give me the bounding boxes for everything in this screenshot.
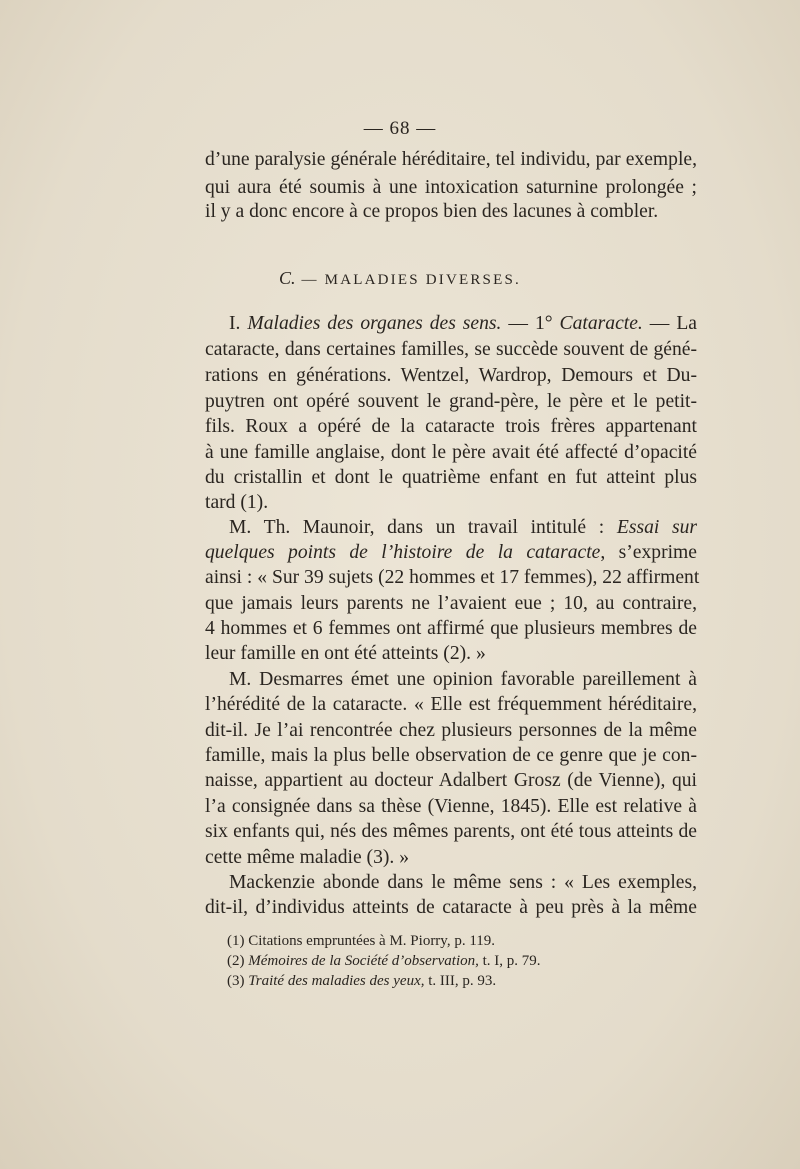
- subsection-title: Maladies des organes des sens.: [247, 313, 502, 334]
- item-number: I.: [229, 313, 241, 334]
- footnote: [227, 971, 697, 991]
- footnote: [227, 931, 697, 951]
- text-line: famille, mais la plus belle observation de ce genre que je con-: [205, 745, 697, 766]
- text-line: l’hérédité de la cataracte. « Elle est fréquemment héréditaire,: [205, 694, 697, 715]
- footnote-number: (2): [227, 953, 245, 969]
- text-line: M. Desmarres émet une opinion favorable pareillement à: [229, 669, 697, 690]
- text-line: [229, 311, 697, 337]
- text-line: dit-il, d’individus atteints de cataracte à peu près à la même: [205, 897, 697, 918]
- text-line: fils. Roux a opéré de la cataracte trois frères appartenant: [205, 416, 697, 437]
- footnote-number: (1): [227, 933, 245, 949]
- text-line: puytren ont opéré souvent le grand-père, le père et le petit-: [205, 391, 697, 412]
- footnote: [227, 951, 697, 971]
- text-line: tard (1).: [205, 492, 269, 513]
- footnote-text: t. III, p. 93.: [424, 973, 497, 989]
- text-line: 4 hommes et 6 femmes ont affirmé que plusieurs membres de: [205, 618, 697, 639]
- text-line: [229, 515, 697, 541]
- text-line: l’a consignée dans sa thèse (Vienne, 1845). Elle est relative à: [205, 796, 697, 817]
- text-line: dit-il. Je l’ai rencontrée chez plusieurs personnes de la même: [205, 720, 697, 741]
- text-line: leur famille en ont été atteints (2). »: [205, 643, 486, 664]
- work-title: Essai sur: [616, 517, 698, 538]
- text-line: six enfants qui, nés des mêmes parents, ont été tous atteints de: [205, 821, 697, 842]
- section-heading: [0, 268, 800, 289]
- text-line: que jamais leurs parents ne l’avaient eue ; 10, au contraire,: [205, 593, 697, 614]
- text-line: il y a donc encore à ce propos bien des lacunes à combler.: [205, 201, 659, 222]
- text-line: à une famille anglaise, dont le père avait été affecté d’opacité: [205, 442, 697, 463]
- text-line: qui aura été soumis à une intoxication saturnine prolongée ;: [205, 177, 697, 198]
- section-title: MALADIES DIVERSES.: [324, 272, 521, 288]
- text-line: [205, 540, 697, 566]
- footnote-number: (3): [227, 973, 245, 989]
- text-line: ainsi : « Sur 39 sujets (22 hommes et 17 femmes), 22 affirment: [205, 567, 700, 588]
- text-fragment: , s’exprime: [600, 542, 697, 563]
- text-line: d’une paralysie générale héréditaire, tel individu, par exemple,: [205, 149, 697, 170]
- text-line: Mackenzie abonde dans le même sens : « Les exemples,: [229, 872, 697, 893]
- footnote-text: Citations empruntées à M. Piorry, p. 119.: [248, 933, 496, 949]
- text-line: rations en générations. Wentzel, Wardrop, Demours et Du-: [205, 365, 697, 386]
- section-letter: C.: [279, 268, 296, 288]
- text-fragment: M. Th. Maunoir, dans un travail intitulé :: [229, 517, 617, 538]
- text-fragment: — La: [649, 313, 697, 334]
- dash-text: — 1°: [508, 313, 560, 334]
- section-dash: —: [301, 272, 319, 288]
- text-line: du cristallin et dont le quatrième enfant en fut atteint plus: [205, 467, 697, 488]
- subsection-subtitle: Cataracte.: [559, 313, 643, 334]
- page-number: — 68 —: [363, 118, 437, 139]
- footnote-title: Traité des maladies des yeux,: [248, 973, 425, 989]
- work-title: quelques points de l’histoire de la cataracte: [205, 542, 601, 563]
- text-line: naisse, appartient au docteur Adalbert Grosz (de Vienne), qui: [205, 770, 697, 791]
- text-line: cataracte, dans certaines familles, se succède souvent de géné-: [205, 339, 697, 360]
- footnote-title: Mémoires de la Société d’observation,: [248, 953, 479, 969]
- footnote-text: t. I, p. 79.: [478, 953, 541, 969]
- text-line: cette même maladie (3). »: [205, 847, 410, 868]
